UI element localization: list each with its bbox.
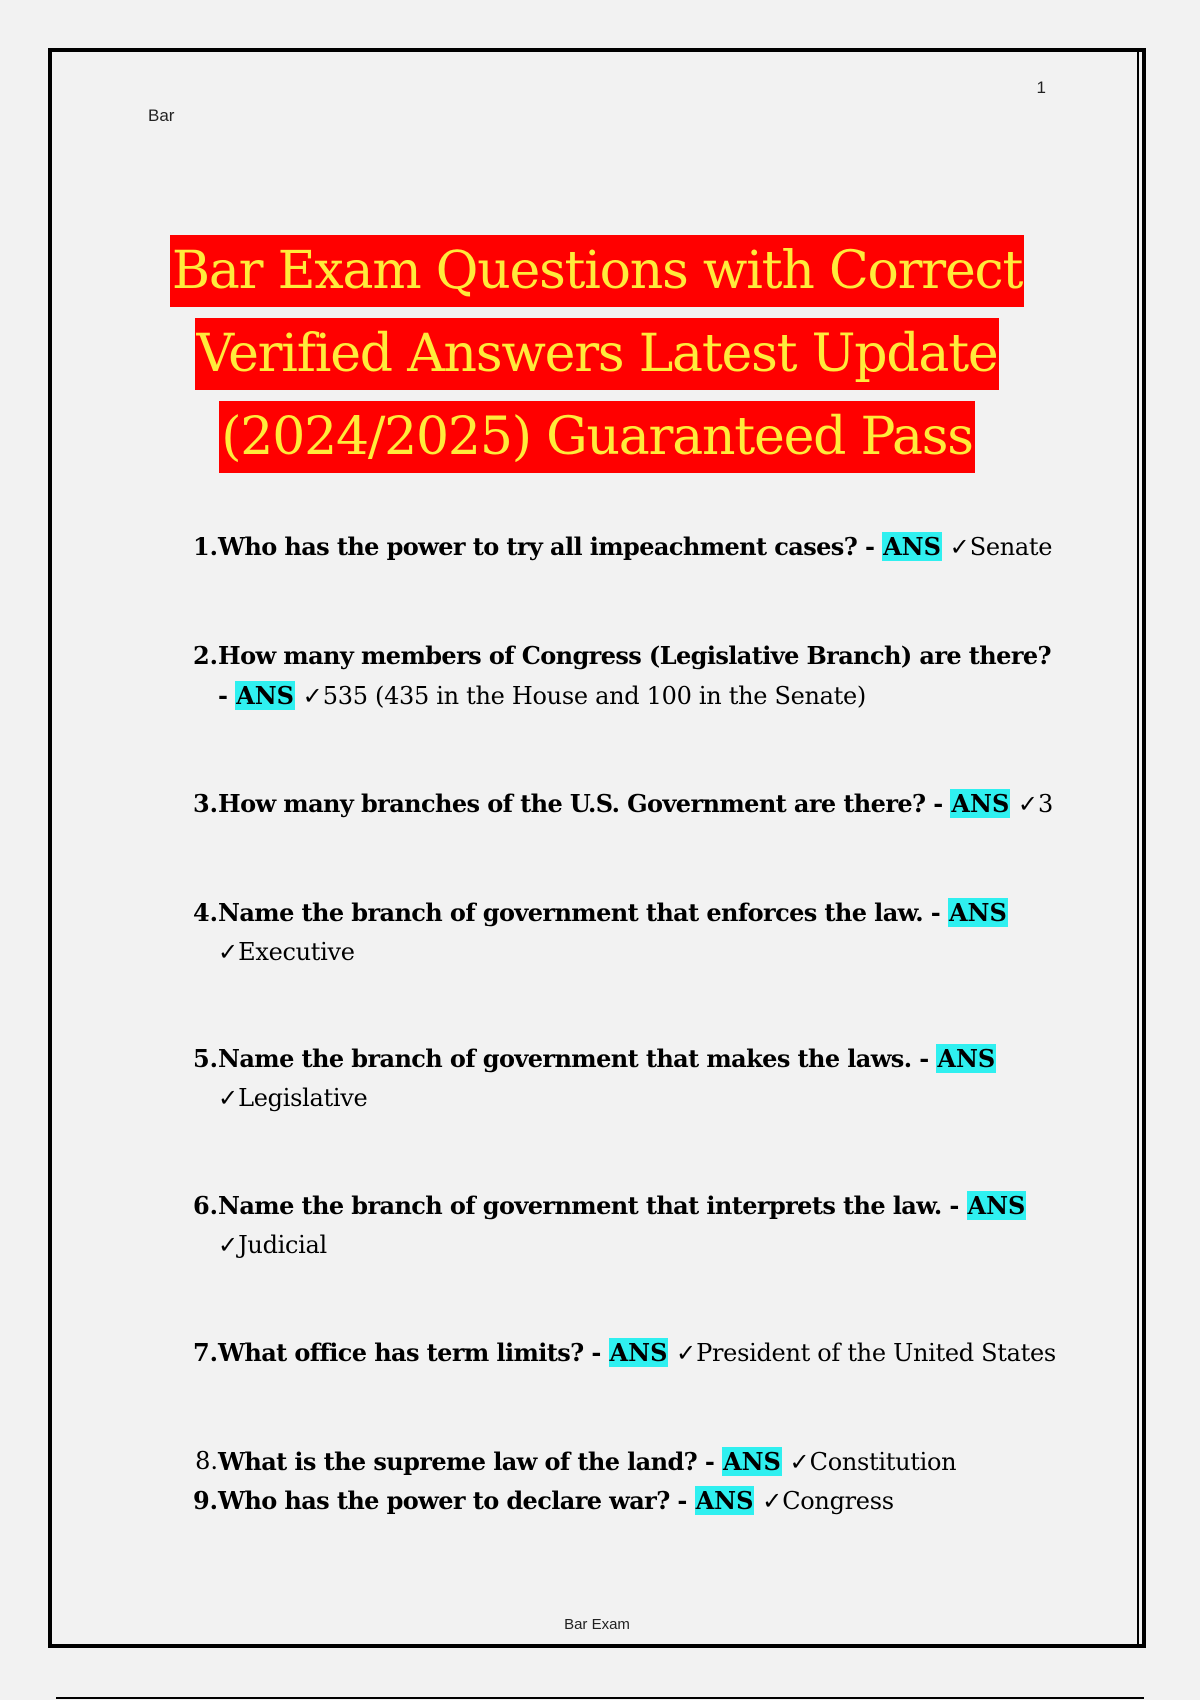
question-text: Name the branch of government that enforces the law. - (218, 898, 948, 927)
ans-label: ANS (883, 532, 941, 561)
check-icon: ✓ (789, 1448, 810, 1476)
header-text: Bar (148, 106, 175, 125)
ans-label: ANS (236, 681, 295, 710)
list-item (182, 1481, 1112, 1521)
question-text: What office has term limits? - (218, 1338, 609, 1367)
check-icon: ✓ (218, 1231, 239, 1259)
item-number: 9. (192, 1486, 218, 1515)
answer-text: 3 (1038, 790, 1054, 818)
item-number: 4. (192, 898, 218, 927)
page-number: 1 (1036, 78, 1046, 97)
item-number: 8. (195, 1447, 218, 1475)
list-item (182, 1442, 1112, 1482)
question-text: Name the branch of government that makes the laws. - (218, 1044, 937, 1073)
question-text: How many members of Congress (Legislative Branch) are there? (218, 641, 1051, 670)
ans-label: ANS (948, 898, 1007, 927)
item-number: 5. (192, 1044, 218, 1073)
answer-text: Judicial (238, 1231, 327, 1259)
check-icon: ✓ (762, 1487, 783, 1515)
answer-text: Executive (238, 938, 355, 966)
item-number: 7. (192, 1338, 218, 1367)
ans-label: ANS (951, 789, 1010, 818)
check-icon: ✓ (302, 682, 323, 710)
question-text: Name the branch of government that interprets the law. - (218, 1191, 967, 1220)
ans-label: ANS (722, 1447, 781, 1476)
document-page (48, 48, 1146, 1648)
answer-text: Senate (969, 533, 1053, 561)
document-title (52, 230, 1142, 479)
answer-text: Congress (782, 1487, 894, 1515)
check-icon: ✓ (218, 1084, 239, 1112)
ans-label: ANS (609, 1338, 668, 1367)
list-item (182, 893, 1112, 972)
item-number: 3. (192, 789, 218, 818)
answer-text: Constitution (809, 1448, 957, 1476)
title-line-2: Verified Answers Latest Update (195, 318, 1000, 390)
title-line-1: Bar Exam Questions with Correct (170, 235, 1024, 307)
item-number: 6. (192, 1191, 218, 1220)
title-line-3: (2024/2025) Guaranteed Pass (219, 401, 975, 473)
list-item (182, 784, 1112, 824)
question-text: Who has the power to declare war? - (218, 1486, 695, 1515)
item-number: 1. (192, 532, 218, 561)
list-item (182, 527, 1112, 567)
answer-text: 535 (435 in the House and 100 in the Senate) (322, 682, 866, 710)
answer-text: Legislative (238, 1084, 368, 1112)
check-icon: ✓ (949, 533, 970, 561)
question-text: What is the supreme law of the land? - (218, 1447, 722, 1476)
answer-text: President of the United States (696, 1339, 1056, 1367)
list-item (182, 636, 1112, 716)
list-item (182, 1333, 1112, 1373)
question-text-cont: - (218, 681, 236, 710)
question-text: How many branches of the U.S. Government are there? - (218, 789, 951, 818)
ans-label: ANS (967, 1191, 1026, 1220)
ans-label: ANS (695, 1486, 754, 1515)
list-item (182, 1039, 1112, 1118)
ans-label: ANS (937, 1044, 996, 1073)
check-icon: ✓ (676, 1339, 697, 1367)
page-footer: Bar Exam (564, 1616, 630, 1633)
next-page-edge (56, 1697, 1144, 1699)
check-icon: ✓ (1017, 790, 1039, 818)
check-icon: ✓ (218, 938, 239, 966)
question-text: Who has the power to try all impeachment cases? - (218, 532, 883, 561)
list-item (182, 1186, 1112, 1265)
item-number: 2. (192, 641, 218, 670)
